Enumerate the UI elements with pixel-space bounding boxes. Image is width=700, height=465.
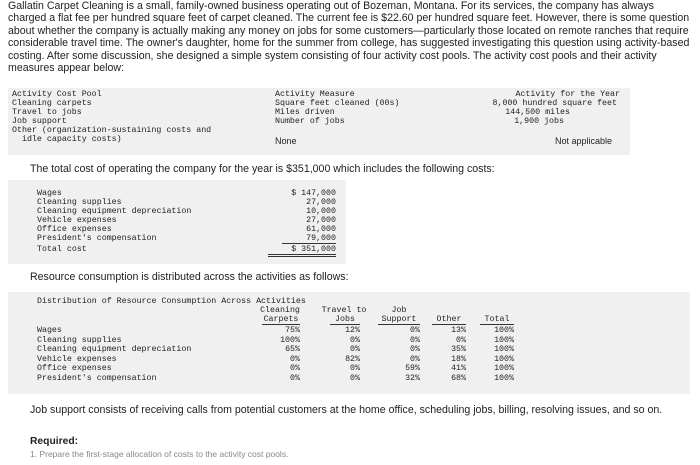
dist-row-label: Cleaning equipment depreciation (37, 345, 192, 354)
dist-cell: 75% (285, 326, 300, 335)
dist-cell: 59% (405, 364, 420, 373)
cost-value: 61,000 (306, 225, 336, 234)
cost-label: Office expenses (37, 225, 112, 234)
cost-value: 79,000 (282, 234, 336, 244)
intro-paragraph: Gallatin Carpet Cleaning is a small, family-owned business operating out of Bozeman, Montana. For its services, the company has always charged a flat fee per hundred square feet of carpet cleaned. The current fee is $22.60 per hundred square feet. However, there is some question about whether the company is actually making any money on jobs for some customers—particularly those located on remote ranches that require considerable travel time. The owner's daughter, home for the summer from college, has suggested investigating this question using activity-based costing. After some discussion, she designed a simple system consisting of four activity cost pools. The activity cost pools and their activity measures appear below: (8, 0, 690, 75)
dist-cell: 100% (494, 354, 514, 364)
dist-cell: 41% (451, 364, 466, 373)
cost-value: 27,000 (306, 216, 336, 225)
cost-value: $ 147,000 (291, 189, 336, 198)
pool-row-activity: 8,000 hundred square feet (492, 99, 617, 108)
pool-row-pool: Travel to jobs (12, 108, 82, 117)
dist-cell: 68% (451, 373, 466, 383)
dist-row-label: Cleaning supplies (37, 335, 122, 345)
dist-cell: 0% (410, 354, 420, 364)
pool-row-pool: Cleaning carpets (12, 99, 92, 108)
dist-cell: 100% (494, 335, 514, 345)
required-item-1[interactable]: 1. Prepare the first-stage allocation of costs to the activity cost pools. (30, 449, 289, 459)
dist-cell: 100% (494, 326, 514, 335)
dist-cell: 0% (290, 354, 300, 364)
pool-header-pool: Activity Cost Pool (12, 90, 102, 99)
cost-label: Cleaning equipment depreciation (37, 207, 192, 216)
cost-total-label: Total cost (37, 245, 87, 254)
dist-row-label: Vehicle expenses (37, 354, 117, 364)
dist-cell: 100% (280, 335, 300, 345)
dist-col-header: Total (480, 315, 514, 325)
dist-cell: 0% (410, 345, 420, 354)
dist-col-header: Cleaning (260, 306, 300, 315)
dist-cell: 100% (494, 364, 514, 373)
resource-sentence: Resource consumption is distributed across the activities as follows: (30, 271, 349, 283)
dist-col-header: Support (378, 315, 420, 325)
dist-col-header: Carpets (263, 315, 299, 324)
distribution-title: Distribution of Resource Consumption Across Activities (37, 297, 306, 306)
dist-cell: 0% (350, 364, 360, 373)
cost-value: 27,000 (306, 198, 336, 207)
dist-cell: 0% (456, 335, 466, 345)
pool-row-activity: 1,900 jobs (514, 117, 564, 126)
cost-label: Wages (37, 189, 62, 198)
dist-cell: 0% (350, 373, 360, 383)
dist-col-header: Travel to (321, 306, 367, 315)
dist-cell: 65% (285, 345, 300, 354)
pool-other-activity: Not applicable (554, 136, 612, 146)
dist-cell: 32% (405, 373, 420, 383)
dist-cell: 13% (451, 326, 466, 335)
dist-cell: 12% (345, 326, 360, 335)
dist-col-header: Jobs (330, 315, 360, 325)
dist-cell: 100% (494, 345, 514, 354)
pool-row-pool: Job support (12, 117, 67, 126)
required-label: Required: (30, 436, 79, 447)
dist-row-label: Wages (37, 326, 62, 335)
pool-row-activity: 144,500 miles (505, 108, 570, 117)
total-cost-sentence: The total cost of operating the company for the year is $351,000 which includes the following costs: (30, 163, 495, 175)
dist-cell: 0% (410, 326, 420, 335)
cost-label: President's compensation (37, 234, 157, 243)
dist-cell: 0% (290, 364, 300, 373)
dist-cell: 0% (290, 373, 300, 383)
pool-row-measure: Miles driven (275, 108, 335, 117)
cost-total-value: $ 351,000 (268, 245, 336, 257)
pool-other-line1: Other (organization-sustaining costs and (12, 126, 212, 135)
dist-cell: 0% (350, 335, 360, 345)
pool-other-measure: None (275, 136, 297, 146)
pool-header-measure: Activity Measure (275, 90, 355, 99)
dist-col-header: Job (391, 306, 407, 315)
cost-label: Vehicle expenses (37, 216, 117, 225)
pool-row-measure: Square feet cleaned (00s) (275, 99, 400, 108)
pool-header-activity: Activity for the Year (515, 90, 620, 99)
dist-cell: 0% (410, 335, 420, 345)
dist-cell: 35% (451, 345, 466, 354)
cost-value: 10,000 (306, 207, 336, 216)
pool-other-line2: idle capacity costs) (22, 135, 122, 144)
dist-row-label: President's compensation (37, 373, 157, 383)
cost-label: Cleaning supplies (37, 198, 122, 207)
dist-cell: 18% (451, 354, 466, 364)
job-support-paragraph: Job support consists of receiving calls from potential customers at the home office, scheduling jobs, billing, resolving issues, and so on. (30, 404, 663, 416)
dist-cell: 82% (345, 354, 360, 364)
dist-cell: 100% (494, 373, 514, 383)
dist-cell: 0% (350, 345, 360, 354)
dist-row-label: Office expenses (37, 364, 112, 373)
dist-col-header: Other (432, 315, 466, 325)
pool-row-measure: Number of jobs (275, 117, 345, 126)
